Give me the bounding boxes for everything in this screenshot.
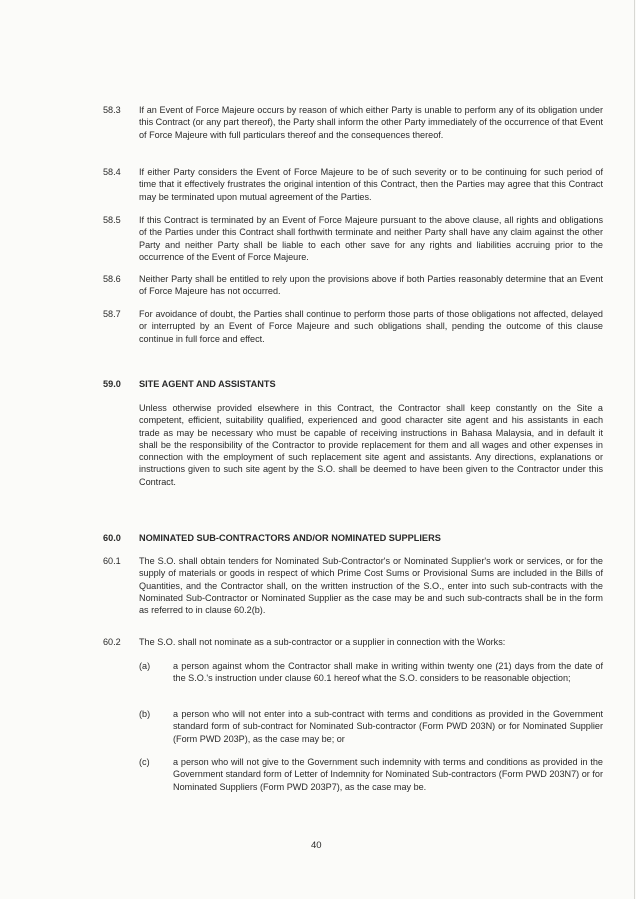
clause-number: 60.1 [103, 556, 121, 566]
clause-text: The S.O. shall obtain tenders for Nominated Sub-Contractor's or Nominated Supplier's work or services, or for the supply of materials or goods in respect of which Prime Cost Sums or Provisional Sums are included in the Bills of Quantities, and the Contractor shall, on the written instruction of the S.O., enter into such sub-contracts with the Nominated Sub-Contractor or Nominated Supplier as the case may be and such sub-contracts shall be in the form as referred to in clause 60.2(b). [139, 556, 603, 616]
sub-clause-text: a person against whom the Contractor shall make in writing within twenty one (21) days from the date of the S.O.'s instruction under clause 60.1 hereof what the S.O. considers to be reasonable objection; [173, 661, 603, 684]
clause-60-2 [103, 636, 603, 648]
clause-text: The S.O. shall not nominate as a sub-contractor or a supplier in connection with the Works: [139, 637, 506, 647]
clause-number: 58.6 [103, 274, 121, 284]
clause-58-4 [103, 166, 603, 203]
page-edge [634, 0, 635, 899]
section-60-heading [103, 533, 441, 543]
clause-58-5 [103, 214, 603, 263]
section-title: SITE AGENT AND ASSISTANTS [139, 379, 276, 389]
section-number: 59.0 [103, 379, 121, 389]
section-59-heading [103, 379, 276, 389]
sub-clause-c [139, 756, 603, 793]
section-text: Unless otherwise provided elsewhere in this Contract, the Contractor shall keep constantly on the Site a competent, efficient, suitability qualified, experienced and good character site agent and his assistants in each trade as may be necessary who must be capable of receiving instructions in Bahasa Malaysia, and in default it shall be the responsibility of the Contractor to provide replacement for them and all wages and other expenses in connection with the employment of such replacement site agent and assistants. Any directions, explanations or instructions given to such site agent by the S.O. shall be deemed to have been given to the Contractor under this Contract. [139, 403, 603, 487]
sub-clause-text: a person who will not enter into a sub-contract with terms and conditions as provided in the Government standard form of sub-contract for Nominated Sub-contractor (Form PWD 203N) or for Nominated Supplier (Form PWD 203P), as the case may be; or [173, 709, 603, 744]
sub-clause-label: (a) [139, 661, 151, 671]
section-title: NOMINATED SUB-CONTRACTORS AND/OR NOMINATED SUPPLIERS [139, 533, 441, 543]
clause-58-7 [103, 308, 603, 345]
sub-clause-text: a person who will not give to the Government such indemnity with terms and conditions as provided in the Government standard form of Letter of Indemnity for Nominated Sub-contractors (Form PWD 203N7) or for Nominated Suppliers (Form PWD 203P7), as the case may be. [173, 757, 603, 792]
clause-number: 58.3 [103, 105, 121, 115]
clause-58-3 [103, 104, 603, 141]
clause-58-6 [103, 273, 603, 298]
sub-clause-b [139, 708, 603, 745]
clause-text: For avoidance of doubt, the Parties shall continue to perform those parts of those obligations not affected, delayed or interrupted by an Event of Force Majeure and such obligations shall, pending the outcome of this clause continue in full force and effect. [139, 309, 603, 344]
clause-number: 58.4 [103, 167, 121, 177]
section-number: 60.0 [103, 533, 121, 543]
clause-text: Neither Party shall be entitled to rely upon the provisions above if both Parties reasonably determine that an Event of Force Majeure has not occurred. [139, 274, 603, 297]
clause-text: If this Contract is terminated by an Event of Force Majeure pursuant to the above clause, all rights and obligations of the Parties under this Contract shall forthwith terminate and neither Party shall have any claim against the other Party and neither Party shall be liable to each other save for any rights and liabilities accruing prior to the occurrence of the Event of Force Majeure. [139, 215, 603, 262]
sub-clause-a [139, 660, 603, 685]
clause-number: 58.5 [103, 215, 121, 225]
clause-number: 58.7 [103, 309, 121, 319]
sub-clause-label: (b) [139, 709, 151, 719]
clause-number: 60.2 [103, 637, 121, 647]
clause-text: If either Party considers the Event of Force Majeure to be of such severity or to be continuing for such period of time that it effectively frustrates the original intention of this Contract, then the Parties may agree that this Contract may be terminated upon mutual agreement of the Parties. [139, 167, 603, 202]
page-number: 40 [311, 840, 322, 851]
sub-clause-label: (c) [139, 757, 150, 767]
section-59-body [103, 402, 603, 488]
clause-text: If an Event of Force Majeure occurs by reason of which either Party is unable to perform any of its obligation under this Contract (or any part thereof), the Party shall inform the other Party immediately of the occurrence of that Event of Force Majeure with full particulars thereof and the consequences thereof. [139, 105, 603, 140]
clause-60-1 [103, 555, 603, 616]
